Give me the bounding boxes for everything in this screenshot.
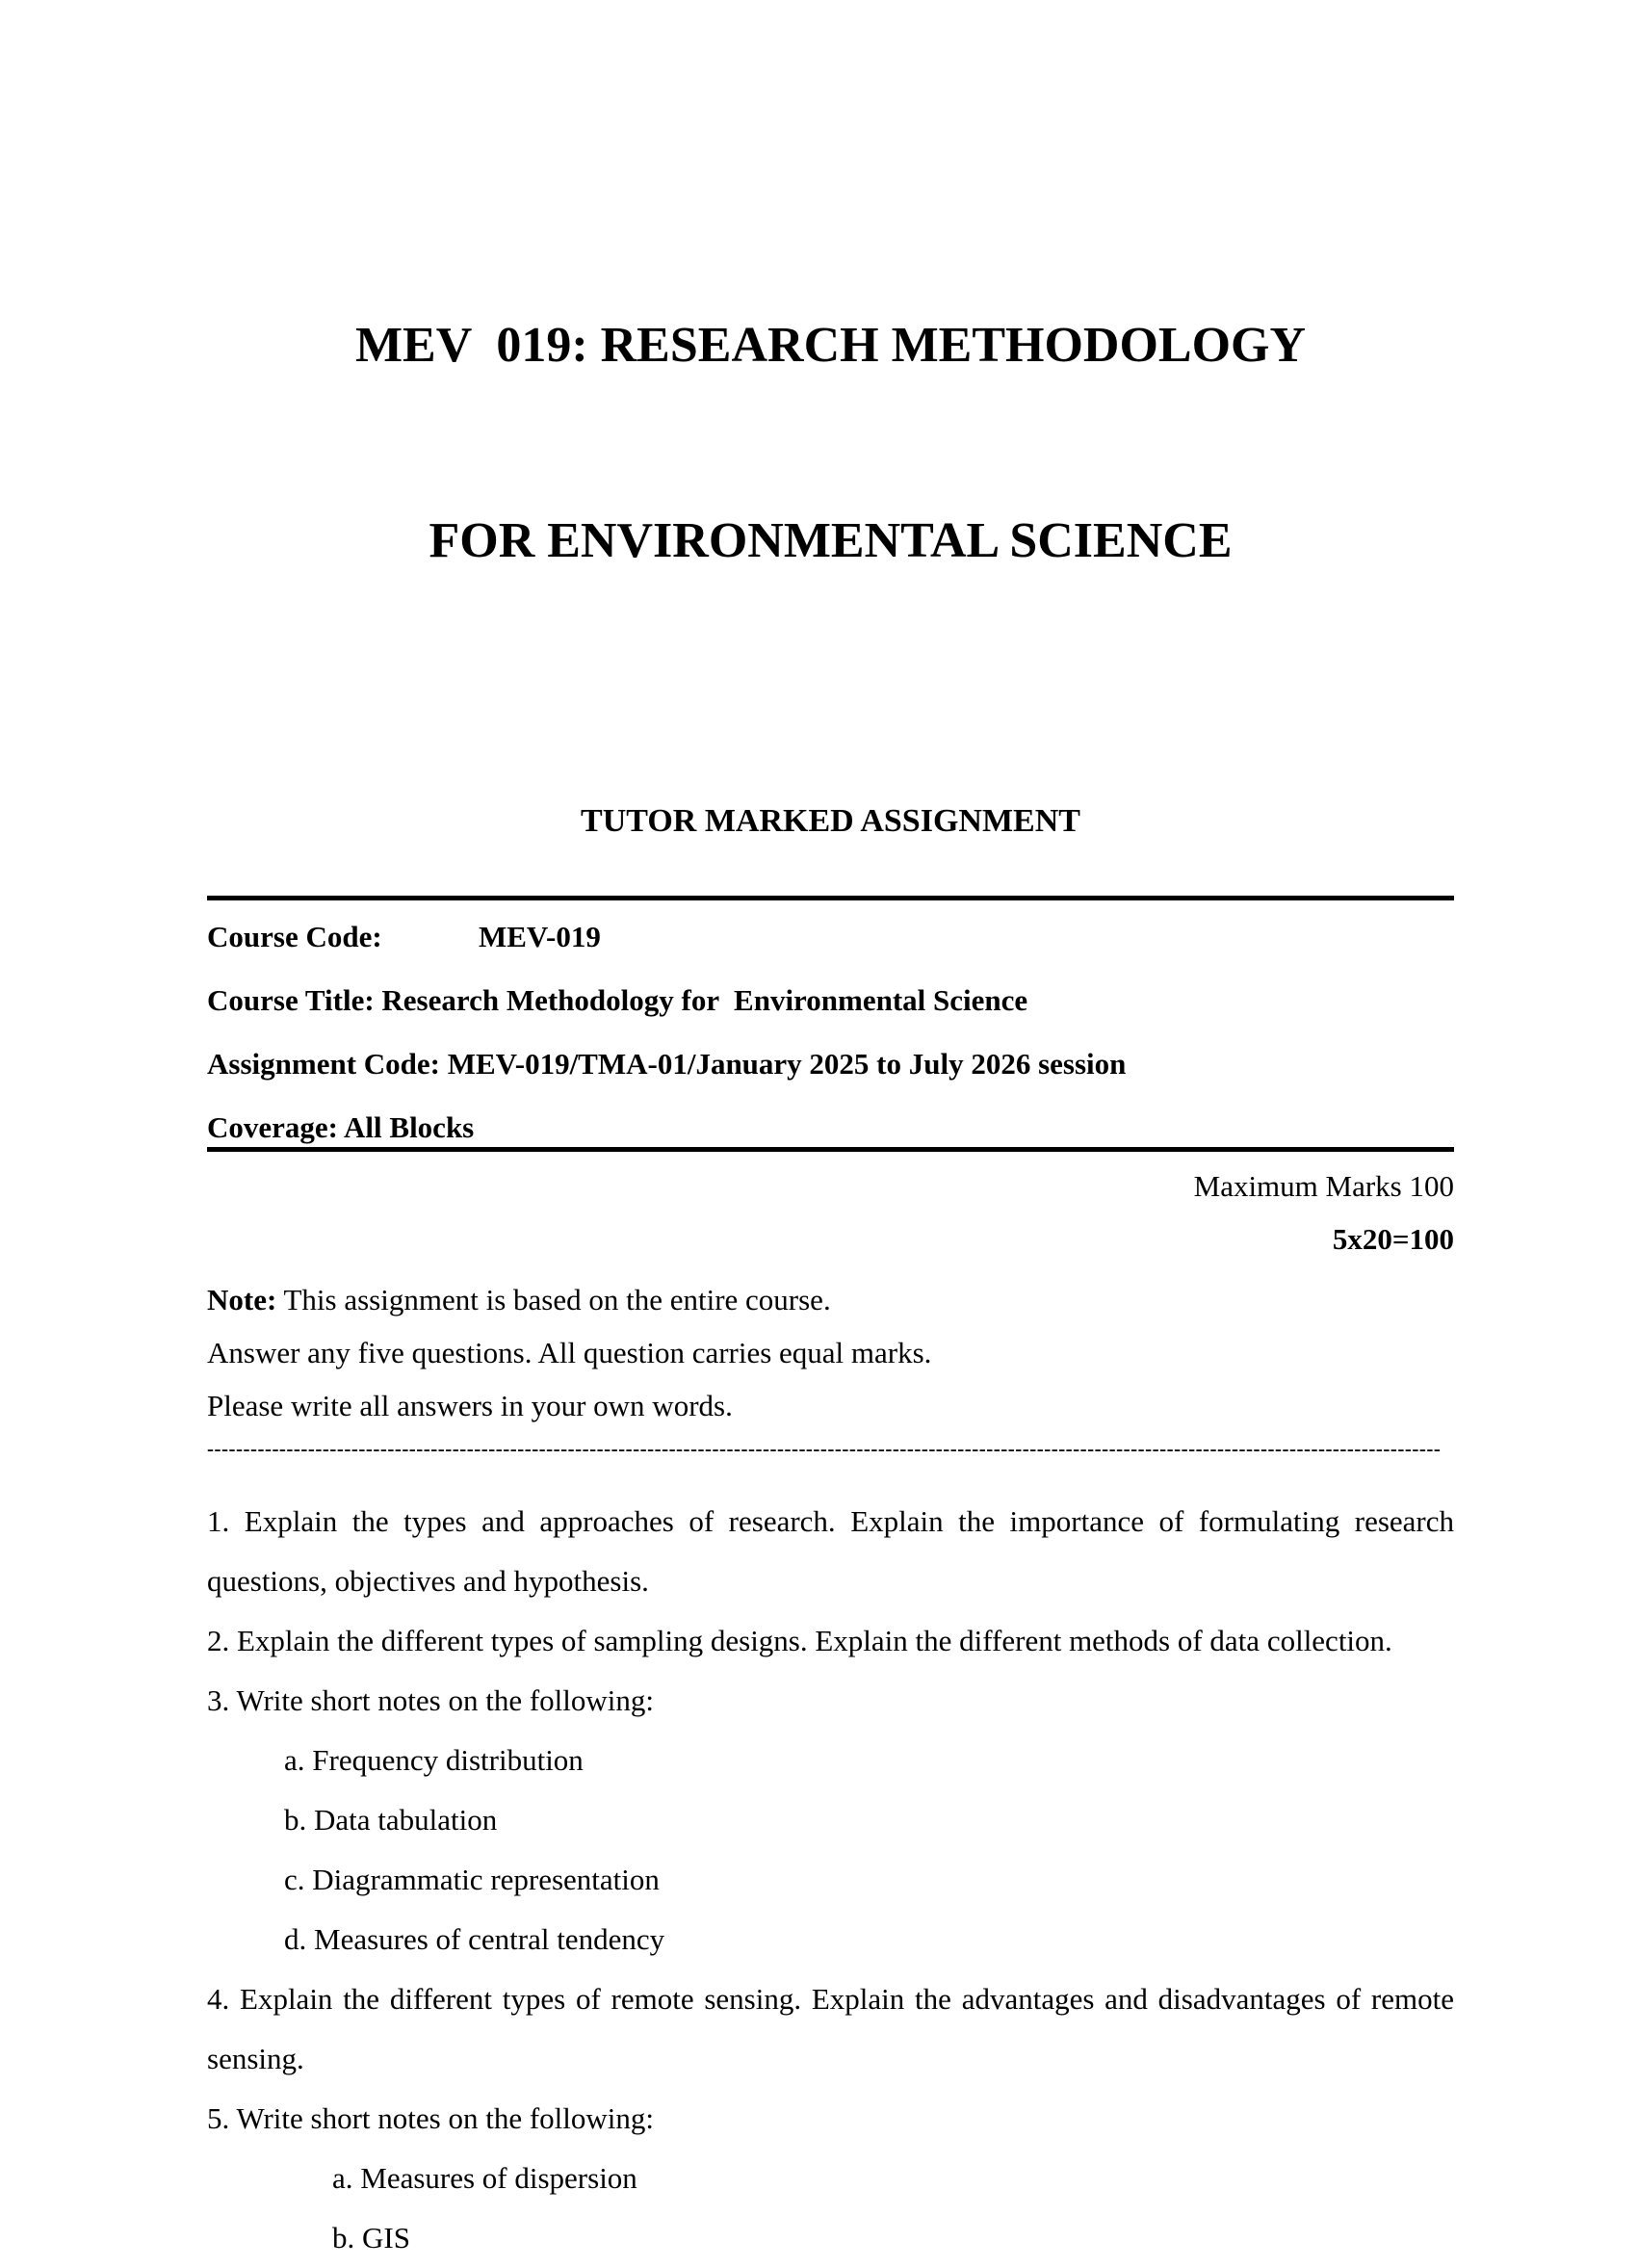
note-text: This assignment is based on the entire course. [276, 1282, 831, 1316]
coverage-line: Coverage: All Blocks [207, 1109, 475, 1144]
note-line-1 [207, 1273, 1454, 1326]
course-code-label: Course Code: [207, 919, 382, 953]
course-title-line: Course Title: Research Methodology for Environmental Science [207, 982, 1028, 1017]
question-3-sub-d: d. Measures of central tendency [284, 1921, 665, 1956]
note-line-2: Answer any five questions. All question carries equal marks. [207, 1335, 932, 1369]
title-line-2: FOR ENVIRONMENTAL SCIENCE [429, 512, 1233, 568]
note-line-3: Please write all answers in your own words. [207, 1388, 733, 1422]
top-divider-rule [207, 896, 1454, 900]
question-3-sub-a: a. Frequency distribution [284, 1742, 584, 1777]
marks-block [207, 1167, 1454, 1259]
course-info-block [207, 918, 1454, 1147]
question-3-sub-c: c. Diagrammatic representation [284, 1862, 660, 1896]
question-3-sub-b: b. Data tabulation [284, 1802, 498, 1837]
maximum-marks: Maximum Marks 100 [1193, 1168, 1454, 1203]
note-label: Note: [207, 1282, 277, 1316]
question-5-sub-a: a. Measures of dispersion [332, 2160, 637, 2195]
note-block [207, 1273, 1454, 1432]
question-3: 3. Write short notes on the following: [207, 1682, 654, 1717]
question-1: 1. Explain the types and approaches of research. Explain the importance of formulating research questions, objectives and hypothesis. [207, 1503, 1454, 1598]
questions-list [207, 1492, 1454, 2268]
assignment-subtitle: TUTOR MARKED ASSIGNMENT [581, 802, 1080, 839]
course-code-line [207, 918, 1454, 956]
dashed-separator: --------------------------------------------------------------------------------------------------------------------------------------------------------------------------- [207, 1436, 1442, 1460]
question-2: 2. Explain the different types of sampling designs. Explain the different methods of data collection. [207, 1623, 1392, 1657]
bottom-divider-rule [207, 1147, 1454, 1152]
title-line-1: MEV 019: RESEARCH METHODOLOGY [354, 318, 1307, 374]
document-title [207, 183, 1454, 704]
assignment-code-line: Assignment Code: MEV-019/TMA-01/January 2025 to July 2026 session [207, 1046, 1127, 1081]
course-code-value: MEV-019 [479, 919, 601, 953]
question-5: 5. Write short notes on the following: [207, 2100, 654, 2135]
marks-distribution: 5x20=100 [1332, 1221, 1454, 1256]
question-4: 4. Explain the different types of remote sensing. Explain the advantages and disadvantages of remote sensing. [207, 1981, 1454, 2075]
question-5-sub-b: b. GIS [332, 2220, 410, 2255]
